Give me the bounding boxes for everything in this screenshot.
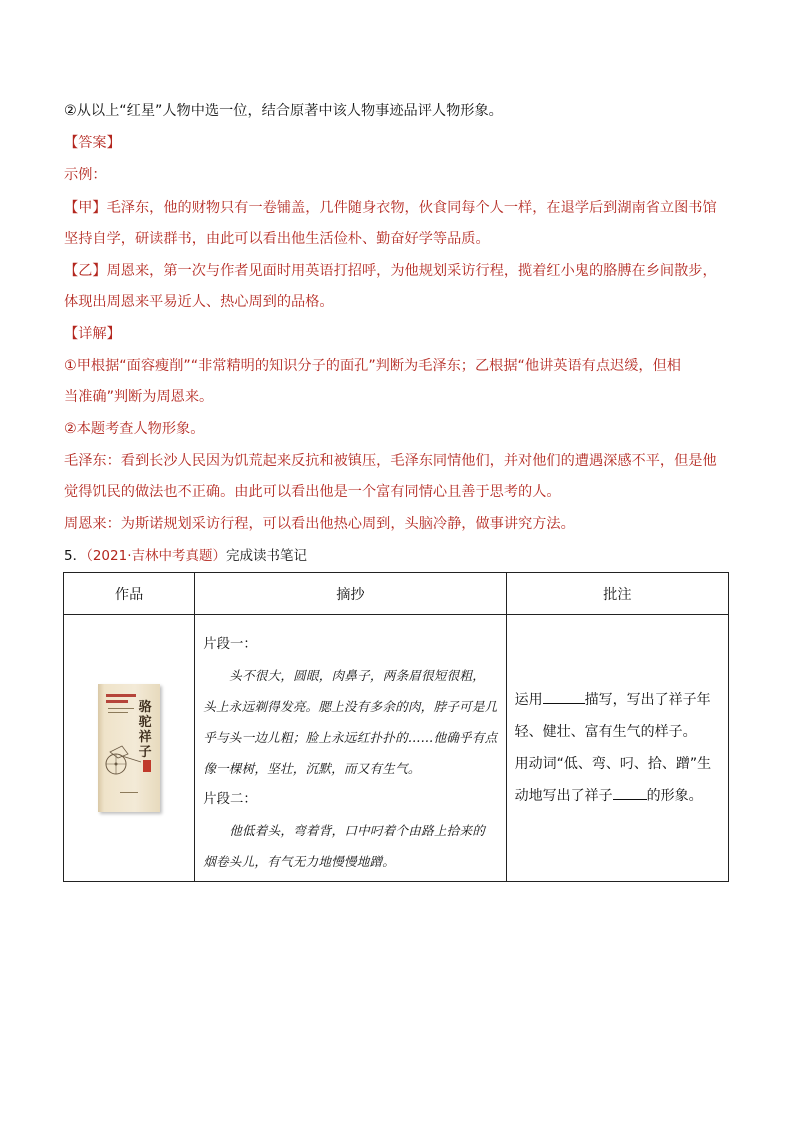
excerpt-1-text: 头不很大，圆眼，肉鼻子，两条眉很短很粗，头上永远剃得发亮。腮上没有多余的肉，脖子可是几乎与头一边儿粗；脸上永远红扑扑的……他确乎有点像一棵树，坚壮，沉默，而又有生气。 xyxy=(203,668,498,776)
question-5-source: （2021·吉林中考真题） xyxy=(86,548,226,564)
reading-notes-table xyxy=(63,572,729,882)
remark-1 xyxy=(515,684,720,748)
example-label: 示例： xyxy=(64,167,107,183)
remark-1-prefix: 运用 xyxy=(514,692,543,708)
book-cover-image xyxy=(98,684,160,812)
remark-2-prefix: 用动词“低、弯、叼、拾、蹭”生动地写出了祥子 xyxy=(514,756,712,804)
excerpt-cell xyxy=(195,615,506,882)
answer-yi-line-1: 【乙】周恩来，第一次与作者见面时用英语打招呼，为他规划采访行程，揽着红小鬼的胳膊在乡间散步， xyxy=(64,263,717,279)
excerpt-2-text: 他低着头，弯着背，口中叼着个由路上拾来的烟卷头儿，有气无力地慢慢地蹭。 xyxy=(203,823,486,869)
rickshaw-illustration xyxy=(104,742,142,776)
table-row xyxy=(64,615,729,882)
answer-heading: 【答案】 xyxy=(64,135,121,151)
remark-2 xyxy=(515,748,720,812)
question-5-prompt: 完成读书笔记 xyxy=(226,548,307,564)
work-cell xyxy=(64,615,195,882)
header-work: 作品 xyxy=(64,573,195,615)
fill-blank-1[interactable] xyxy=(543,688,585,704)
remark-2-suffix: 的形象。 xyxy=(646,788,703,804)
detail-2: ②本题考查人物形象。 xyxy=(64,421,205,437)
excerpt-2-label: 片段二： xyxy=(203,792,257,807)
detail-mao-line-1: 毛泽东：看到长沙人民因为饥荒起来反抗和被镇压，毛泽东同情他们，并对他们的遭遇深感不平，但是他 xyxy=(64,453,717,469)
answer-yi-line-2: 体现出周恩来平易近人、热心周到的品格。 xyxy=(64,294,334,310)
detail-heading: 【详解】 xyxy=(64,326,121,342)
detail-mao-line-2: 觉得饥民的做法也不正确。由此可以看出他是一个富有同情心且善于思考的人。 xyxy=(64,484,561,500)
remark-cell xyxy=(506,615,728,882)
fill-blank-2[interactable] xyxy=(613,784,647,800)
header-remark: 批注 xyxy=(506,573,728,615)
seal-mark xyxy=(143,760,151,772)
excerpt-1-label: 片段一： xyxy=(203,637,257,652)
book-title: 骆 驼 祥 子 xyxy=(138,700,152,760)
question-2-text: ②从以上“红星”人物中选一位，结合原著中该人物事迹品评人物形象。 xyxy=(64,103,503,119)
detail-1-line-2: 当准确”判断为周恩来。 xyxy=(64,389,214,405)
question-5 xyxy=(64,546,734,566)
question-5-number: 5． xyxy=(64,548,87,564)
answer-jia-line-2: 坚持自学，研读群书，由此可以看出他生活俭朴、勤奋好学等品质。 xyxy=(64,231,490,247)
remark-1-suffix: 描写，写出了祥子年轻、健壮、富有生气的样子。 xyxy=(514,692,711,740)
table-header-row xyxy=(64,573,729,615)
header-excerpt: 摘抄 xyxy=(195,573,506,615)
detail-zhou: 周恩来：为斯诺规划采访行程，可以看出他热心周到，头脑冷静，做事讲究方法。 xyxy=(64,516,575,532)
answer-jia-line-1: 【甲】毛泽东，他的财物只有一卷铺盖，几件随身衣物，伙食同每个人一样，在退学后到湖南省立图书馆 xyxy=(64,200,717,216)
detail-1-line-1: ①甲根据“面容瘦削”“非常精明的知识分子的面孔”判断为毛泽东；乙根据“他讲英语有点迟缓，但相 xyxy=(64,358,681,374)
